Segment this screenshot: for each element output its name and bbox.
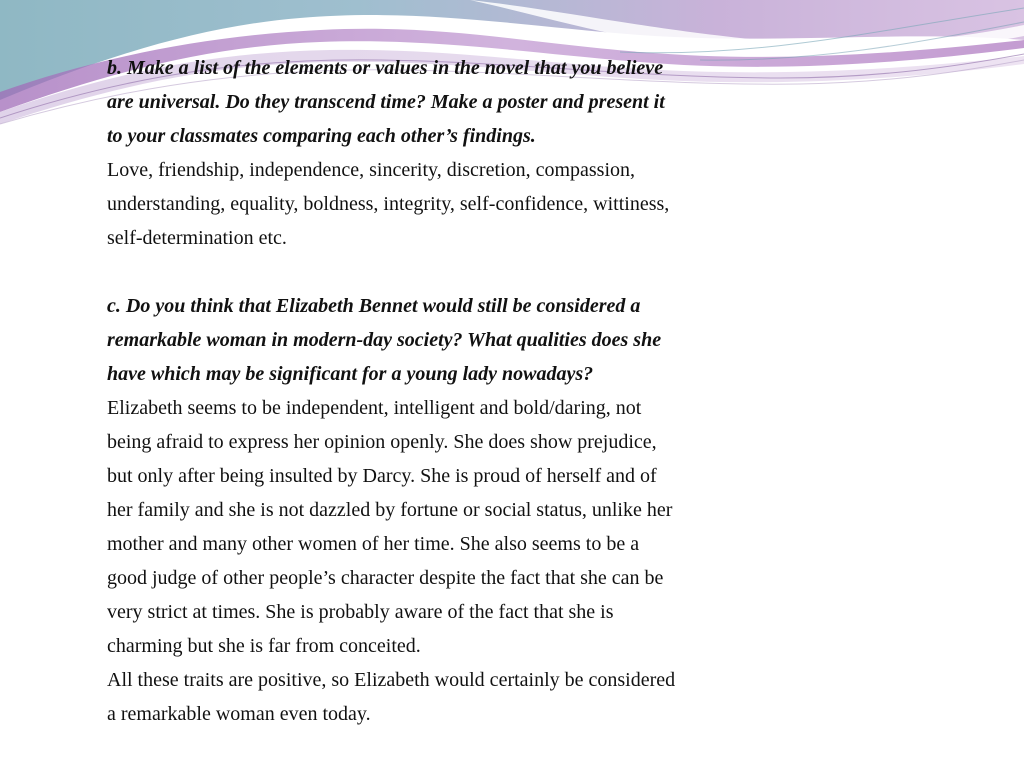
paragraph-gap xyxy=(107,255,787,289)
question-c-line: c. Do you think that Elizabeth Bennet would still be considered a xyxy=(107,295,641,317)
question-b-line: b. Make a list of the elements or values in the novel that you believe xyxy=(107,57,664,79)
answer-c-line: good judge of other people’s character despite the fact that she can be xyxy=(107,567,664,589)
answer-b-line: self-determination etc. xyxy=(107,227,287,249)
question-b-line: to your classmates comparing each other’s findings. xyxy=(107,125,536,147)
question-c xyxy=(107,289,787,391)
answer-b xyxy=(107,153,787,255)
answer-b-line: understanding, equality, boldness, integrity, self-confidence, wittiness, xyxy=(107,193,670,215)
question-c-line: have which may be significant for a young lady nowadays? xyxy=(107,363,594,385)
question-b-line: are universal. Do they transcend time? Make a poster and present it xyxy=(107,91,665,113)
slide-text-body xyxy=(107,51,787,731)
answer-c-line: her family and she is not dazzled by fortune or social status, unlike her xyxy=(107,499,673,521)
answer-b-line: Love, friendship, independence, sincerity, discretion, compassion, xyxy=(107,159,635,181)
answer-c-line: Elizabeth seems to be independent, intelligent and bold/daring, not xyxy=(107,397,642,419)
answer-c-line: being afraid to express her opinion openly. She does show prejudice, xyxy=(107,431,657,453)
answer-c-line: mother and many other women of her time. She also seems to be a xyxy=(107,533,640,555)
answer-c xyxy=(107,391,787,663)
answer-c-line: but only after being insulted by Darcy. She is proud of herself and of xyxy=(107,465,657,487)
question-c-line: remarkable woman in modern-day society? What qualities does she xyxy=(107,329,662,351)
answer-c-line: very strict at times. She is probably aware of the fact that she is xyxy=(107,601,614,623)
conclusion xyxy=(107,663,787,731)
question-b xyxy=(107,51,787,153)
conclusion-line: a remarkable woman even today. xyxy=(107,703,371,725)
answer-c-line: charming but she is far from conceited. xyxy=(107,635,421,657)
conclusion-line: All these traits are positive, so Elizabeth would certainly be considered xyxy=(107,669,676,691)
